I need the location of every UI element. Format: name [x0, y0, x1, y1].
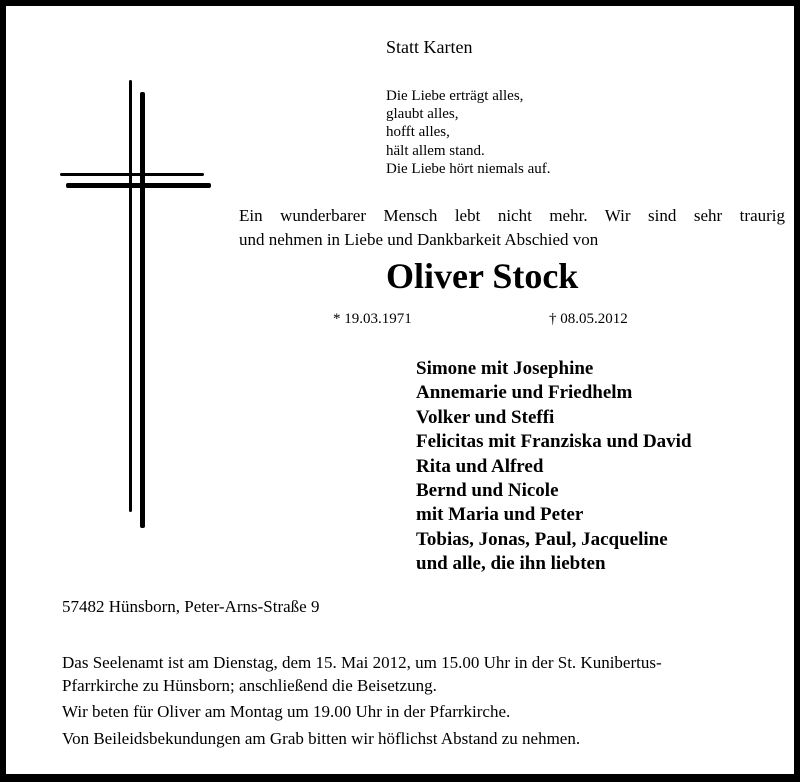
mourner: Felicitas mit Franziska und David: [416, 431, 692, 453]
cross-thin-vertical: [129, 80, 132, 512]
poem-line: Die Liebe hört niemals auf.: [386, 160, 551, 177]
mourner: Volker und Steffi: [416, 406, 555, 428]
mourner: Bernd und Nicole: [416, 480, 559, 502]
mourner: mit Maria und Peter: [416, 504, 584, 526]
condolence-info: Von Beileidsbekundungen am Grab bitten wir höflichst Abstand zu nehmen.: [62, 729, 581, 748]
poem-line: hofft alles,: [386, 124, 450, 141]
poem-line: Die Liebe erträgt alles,: [386, 88, 524, 104]
mourner: Simone mit Josephine: [416, 358, 594, 379]
mourner: Rita und Alfred: [416, 455, 544, 477]
death-date: † 08.05.2012: [549, 311, 628, 327]
funeral-line: Das Seelenamt ist am Dienstag, dem 15. Mai 2012, um 15.00 Uhr in der St. Kunibertus-: [62, 653, 662, 672]
poem-line: glaubt alles,: [386, 106, 459, 123]
funeral-line: Pfarrkirche zu Hünsborn; anschließend die Beisetzung.: [62, 676, 437, 695]
poem-line: hält allem stand.: [386, 142, 485, 159]
poem: [386, 87, 551, 178]
mourner: Annemarie und Friedhelm: [416, 382, 633, 404]
mourners-list: [416, 357, 692, 577]
mourner: Tobias, Jonas, Paul, Jacqueline: [416, 528, 668, 550]
cross-thin-horizontal: [60, 173, 204, 176]
address: 57482 Hünsborn, Peter-Arns-Straße 9: [62, 597, 320, 616]
notice-title: Statt Karten: [386, 37, 473, 57]
birth-date: * 19.03.1971: [333, 311, 412, 327]
prayer-info: Wir beten für Oliver am Montag um 19.00 Uhr in der Pfarrkirche.: [62, 702, 511, 721]
funeral-info: [62, 651, 662, 697]
cross-thick-vertical: [140, 92, 145, 528]
intro-text: [239, 204, 785, 251]
mourner: und alle, die ihn liebten: [416, 553, 606, 575]
deceased-name: Oliver Stock: [386, 256, 579, 296]
cross-thick-horizontal: [66, 183, 211, 188]
intro-line: Ein wunderbarer Mensch lebt nicht mehr. Wir sind sehr traurig: [239, 206, 785, 225]
intro-line: und nehmen in Liebe und Dankbarkeit Abschied von: [239, 229, 599, 249]
